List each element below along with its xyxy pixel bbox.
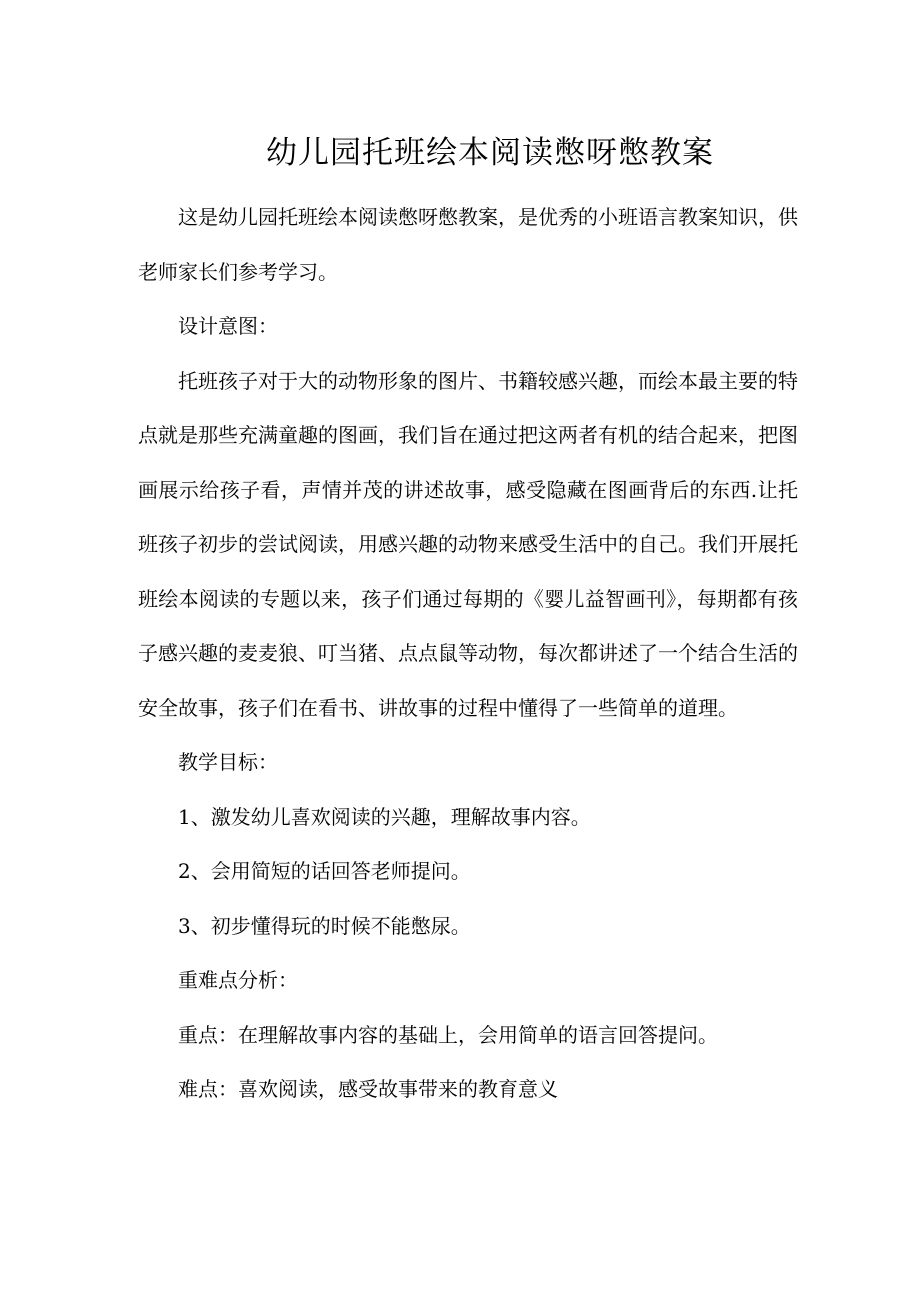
design-intent-paragraph: 托班孩子对于大的动物形象的图片、书籍较感兴趣，而绘本最主要的特点就是那些充满童趣的图画，我们旨在通过把这两者有机的结合起来，把图画展示给孩子看，声情并茂的讲述故事，感受隐藏在图画背后的东西.让托班孩子初步的尝试阅读，用感兴趣的动物来感受生活中的自己。我们开展托班绘本阅读的专题以来，孩子们通过每期的《婴儿益智画刊》，每期都有孩子感兴趣的麦麦狼、叮当猪、点点鼠等动物，每次都讲述了一个结合生活的安全故事，孩子们在看书、讲故事的过程中懂得了一些简单的道理。 <box>138 368 798 720</box>
document-body <box>138 190 798 1117</box>
teaching-goals-heading: 教学目标： <box>178 750 278 774</box>
design-intent-heading: 设计意图： <box>178 314 278 338</box>
teaching-goal-item-1: 1、激发幼儿喜欢阅读的兴趣，理解故事内容。 <box>178 804 591 829</box>
teaching-goal-item-2: 2、会用简短的话回答老师提问。 <box>178 859 471 883</box>
difficulty-paragraph: 难点：喜欢阅读，感受故事带来的教育意义 <box>178 1077 558 1101</box>
key-point-paragraph: 重点：在理解故事内容的基础上，会用简单的语言回答提问。 <box>178 1022 718 1047</box>
document-title: 幼儿园托班绘本阅读憋呀憋教案 <box>266 134 714 171</box>
intro-paragraph: 这是幼儿园托班绘本阅读憋呀憋教案，是优秀的小班语言教案知识，供老师家长们参考学习。 <box>138 205 798 284</box>
key-difficulty-heading: 重难点分析： <box>178 968 298 992</box>
teaching-goal-item-3: 3、初步懂得玩的时候不能憋尿。 <box>178 913 471 938</box>
